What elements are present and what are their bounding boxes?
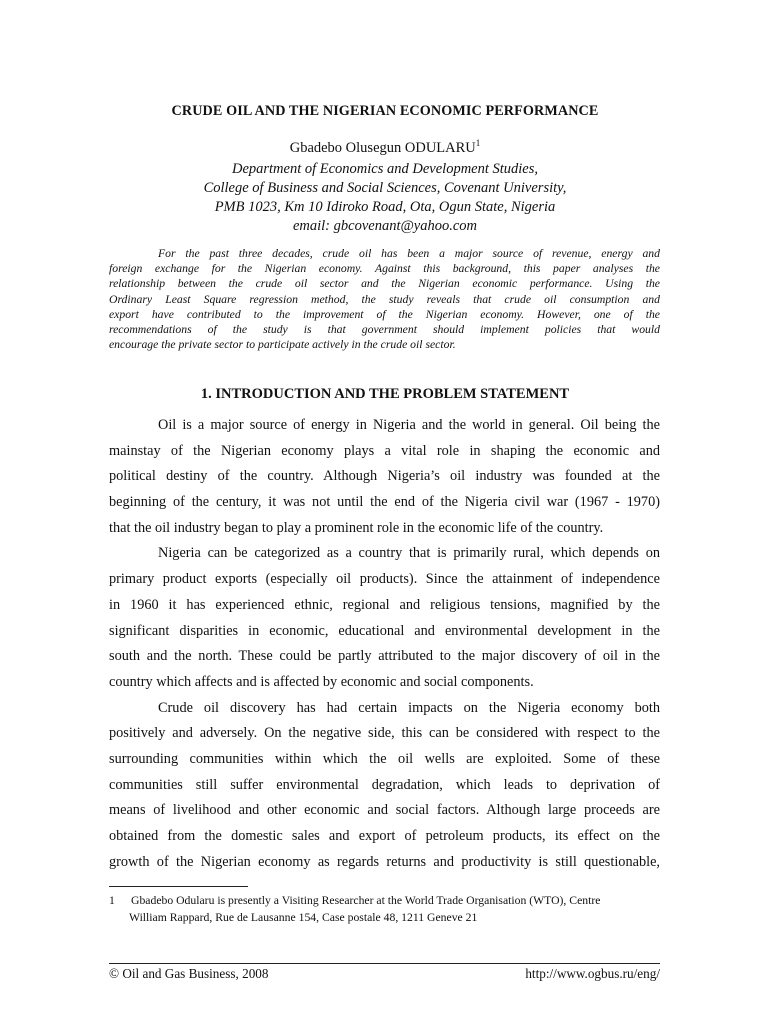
footnote-line: William Rappard, Rue de Lausanne 154, Case postale 48, 1211 Geneve 21 bbox=[129, 911, 478, 924]
footnote-line: Gbadebo Odularu is presently a Visiting Researcher at the World Trade Organisation (WTO), Centre bbox=[131, 894, 601, 907]
section-heading: 1. INTRODUCTION AND THE PROBLEM STATEMENT bbox=[200, 386, 570, 402]
affiliation-department: Department of Economics and Development Studies, bbox=[231, 161, 539, 177]
affiliation-college: College of Business and Social Sciences, Covenant University, bbox=[203, 180, 567, 196]
footnote bbox=[109, 892, 669, 926]
footer-copyright: © Oil and Gas Business, 2008 bbox=[109, 966, 269, 981]
body-line: beginning of the century, it was not until the end of the Nigeria civil war (1967 - 1970) bbox=[109, 494, 660, 511]
footer-url[interactable]: http://www.ogbus.ru/eng/ bbox=[525, 966, 660, 981]
author-footnote-mark: 1 bbox=[475, 138, 481, 148]
abstract-line: recommendations of the study is that government should implement policies that would bbox=[109, 322, 660, 336]
abstract-line: relationship between the crude oil sector and the Nigerian economic performance. Using the bbox=[109, 277, 660, 291]
abstract bbox=[109, 246, 660, 352]
abstract-line: encourage the private sector to participate actively in the crude oil sector. bbox=[109, 338, 456, 352]
abstract-line: Ordinary Least Square regression method, the study reveals that crude oil consumption and bbox=[109, 292, 660, 306]
body-line: primary product exports (especially oil products). Since the attainment of independence bbox=[109, 571, 660, 588]
body-line: positively and adversely. On the negative side, this can be considered with respect to the bbox=[109, 725, 660, 742]
body-line: Nigeria can be categorized as a country that is primarily rural, which depends on bbox=[158, 545, 660, 562]
body-line: significant disparities in economic, educational and environmental development in the bbox=[109, 622, 660, 639]
body-line: that the oil industry began to play a prominent role in the economic life of the country. bbox=[109, 519, 604, 536]
body-line: south and the north. These could be partly attributed to the major discovery of oil in the bbox=[109, 648, 660, 665]
body-line: Crude oil discovery has had certain impacts on the Nigeria economy both bbox=[158, 699, 660, 716]
abstract-line: foreign exchange for the Nigerian economy. Against this background, this paper analyses the bbox=[109, 262, 660, 276]
author-line bbox=[0, 138, 770, 157]
footnote-divider bbox=[109, 886, 248, 887]
body-line: in 1960 it has experienced ethnic, regional and religious tensions, magnified by the bbox=[109, 596, 660, 613]
body-line: political destiny of the country. Although Nigeria’s oil industry was founded at the bbox=[109, 468, 660, 485]
abstract-line: export have contributed to the improvement of the Nigerian economy. However, one of the bbox=[109, 307, 660, 321]
affiliation-email: email: gbcovenant@yahoo.com bbox=[292, 218, 478, 234]
body-line: means of livelihood and other economic and social factors. Although large proceeds are bbox=[109, 802, 660, 819]
body-line: obtained from the domestic sales and export of petroleum products, its effect on the bbox=[109, 828, 660, 844]
body-line: mainstay of the Nigerian economy plays a vital role in shaping the economic and bbox=[109, 442, 660, 459]
footer-divider bbox=[109, 963, 660, 964]
body-line: surrounding communities within which the oil wells are exploited. Some of these bbox=[109, 750, 660, 767]
abstract-line: For the past three decades, crude oil has been a major source of revenue, energy and bbox=[158, 247, 660, 260]
footnote-number: 1 bbox=[109, 894, 115, 907]
body-line: growth of the Nigerian economy as regards returns and productivity is still questionable, bbox=[109, 853, 660, 870]
paper-title: CRUDE OIL AND THE NIGERIAN ECONOMIC PERFORMANCE bbox=[171, 103, 599, 119]
body-line: communities still suffer environmental degradation, which leads to deprivation of bbox=[109, 776, 660, 793]
body-line: Oil is a major source of energy in Nigeria and the world in general. Oil being the bbox=[158, 417, 660, 433]
body-text bbox=[109, 413, 660, 875]
affiliation-address: PMB 1023, Km 10 Idiroko Road, Ota, Ogun State, Nigeria bbox=[214, 199, 556, 215]
body-line: country which affects and is affected by economic and social components. bbox=[109, 673, 534, 690]
author-name: Gbadebo Olusegun ODULARU bbox=[289, 139, 476, 156]
